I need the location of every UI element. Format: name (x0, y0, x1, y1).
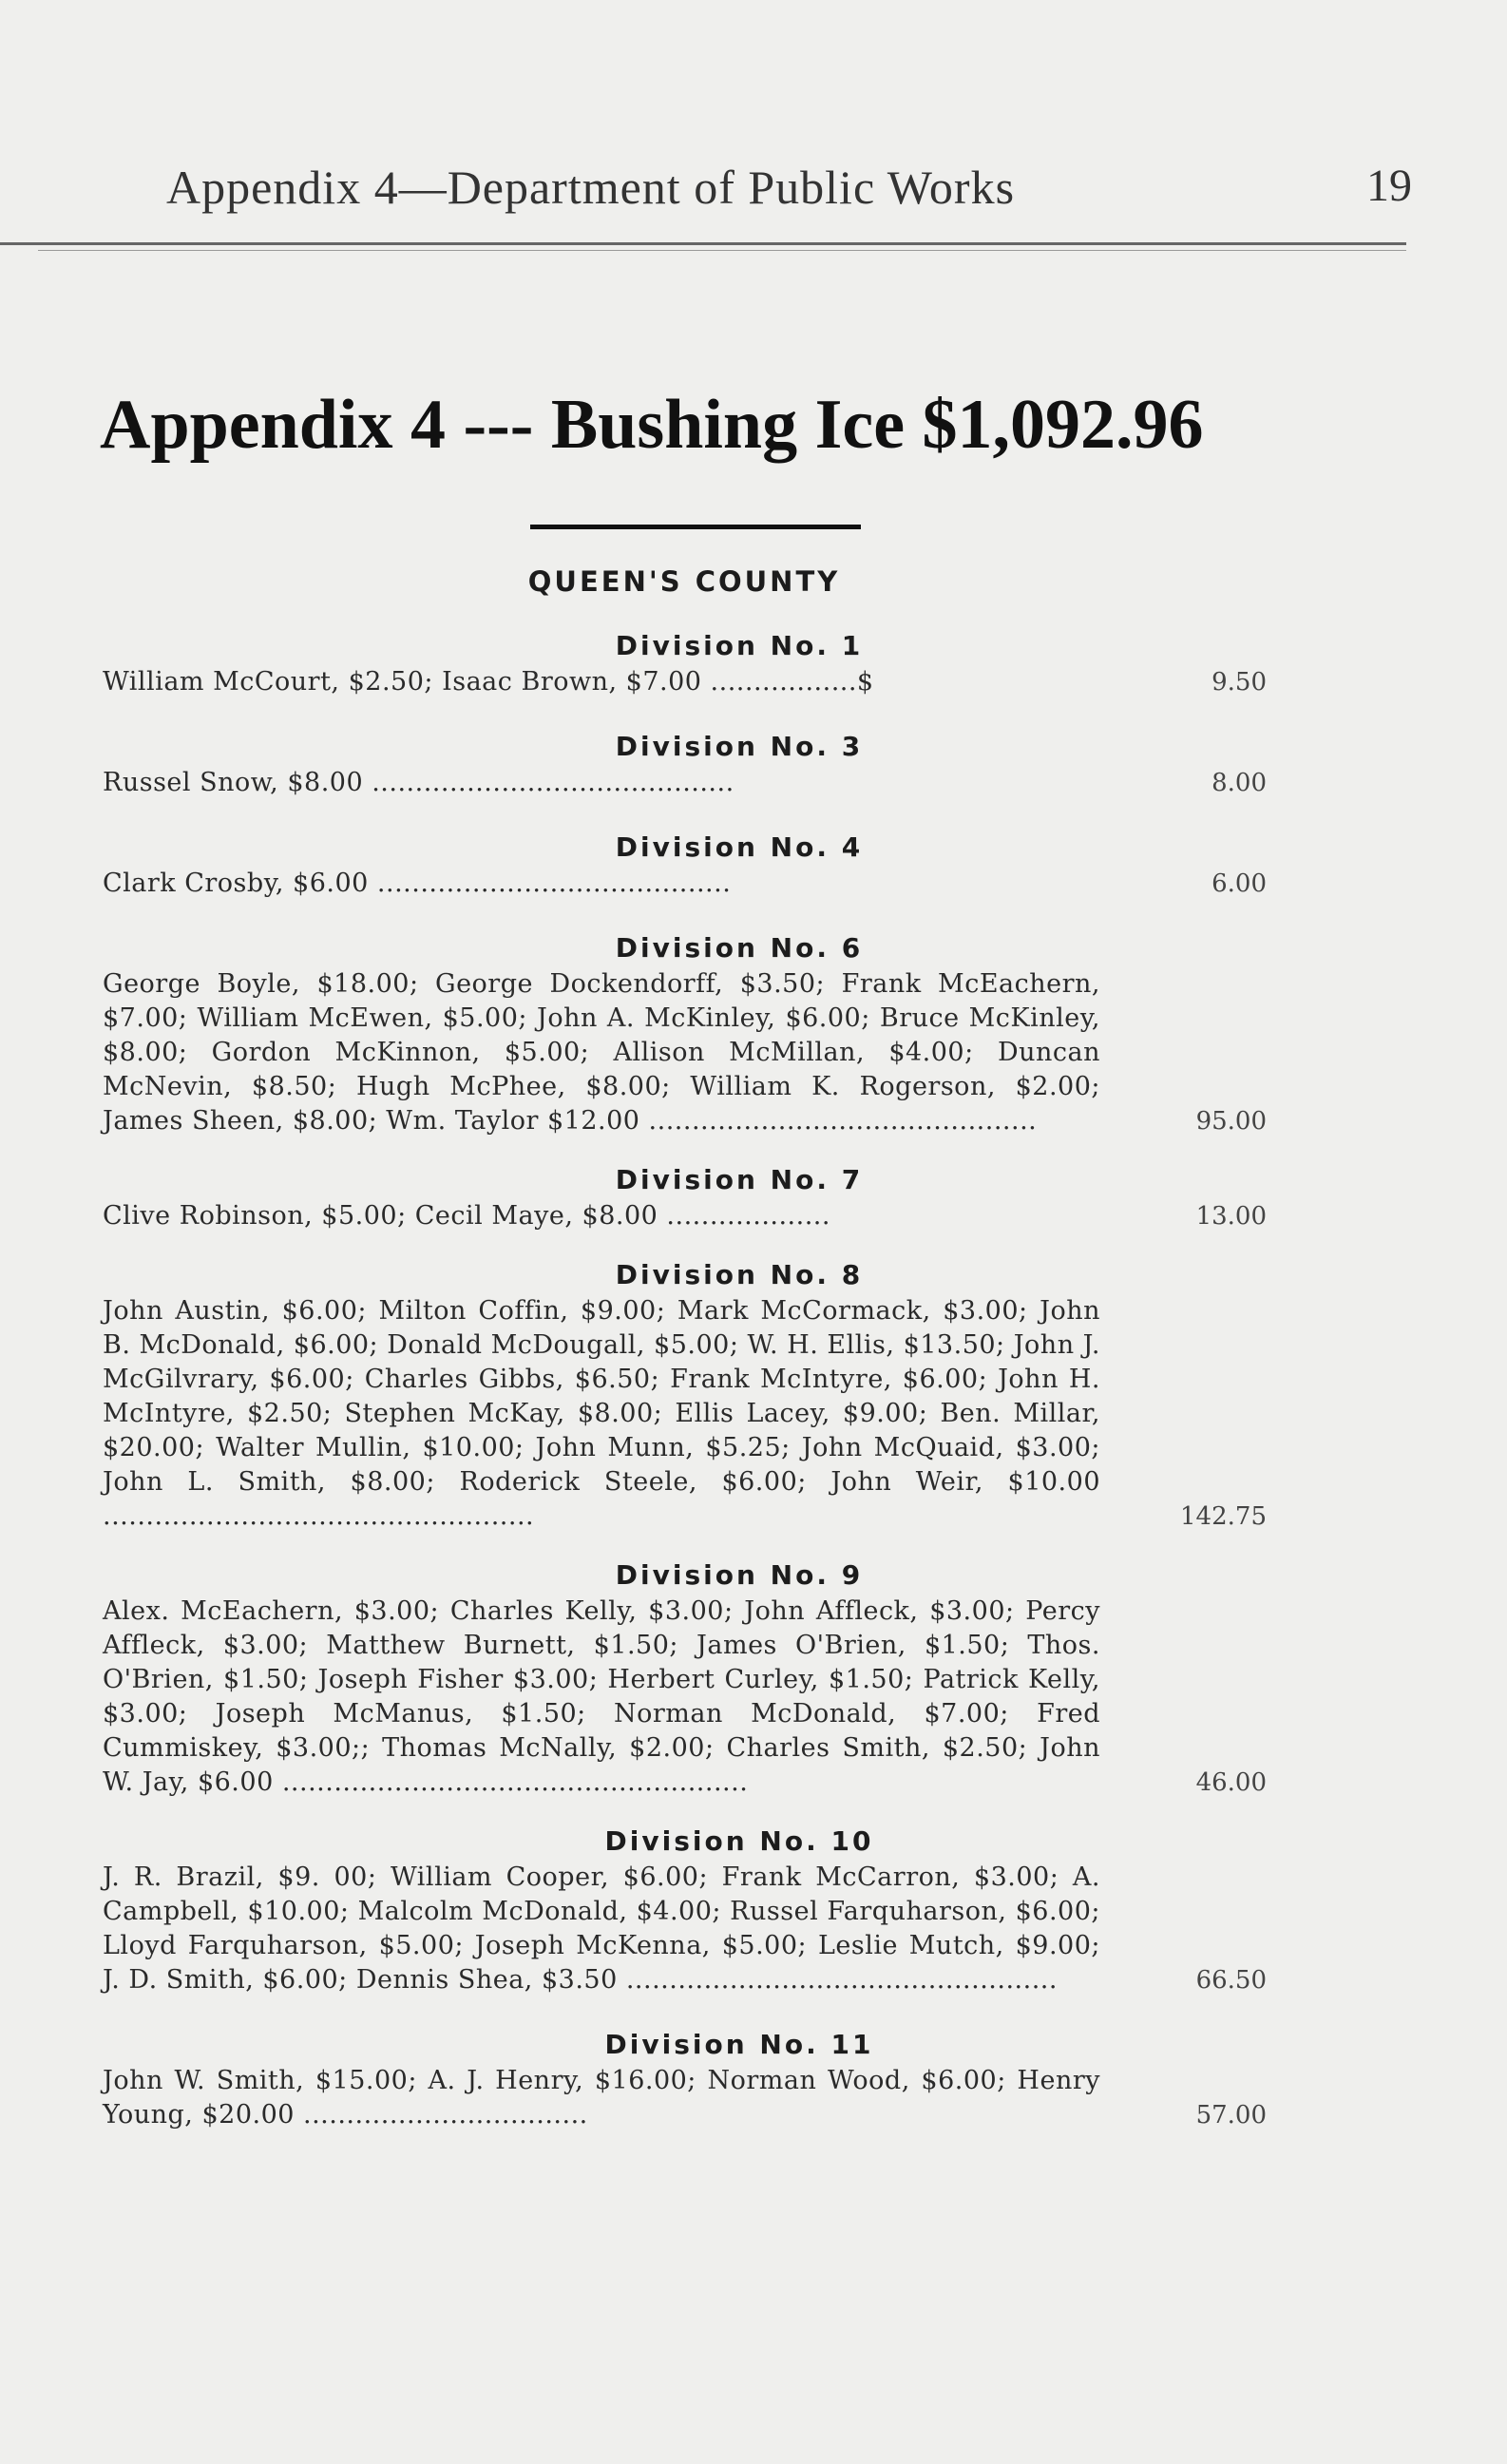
division-11 (103, 2026, 1267, 2132)
division-heading: Division No. 6 (615, 932, 864, 964)
division-payees: Russel Snow, $8.00 .......................................... (103, 768, 734, 797)
appendix-title: Appendix 4 --- Bushing Ice $1,092.96 (100, 386, 1204, 464)
division-entry (103, 665, 1267, 699)
division-amount: 46.00 (1195, 1768, 1267, 1797)
division-10 (103, 1823, 1267, 1997)
division-payees: Clark Crosby, $6.00 ......................................... (103, 869, 732, 898)
division-amount: 9.50 (1211, 668, 1267, 697)
division-amount: 66.50 (1195, 1966, 1267, 1995)
division-1 (103, 627, 1267, 699)
division-list (103, 627, 1267, 2132)
page-number: 19 (1366, 161, 1412, 211)
division-payees: Clive Robinson, $5.00; Cecil Maye, $8.00 ................... (103, 1201, 830, 1231)
division-entry (103, 2064, 1267, 2132)
division-heading: Division No. 8 (615, 1259, 864, 1290)
running-header: Appendix 4—Department of Public Works (166, 161, 1016, 214)
division-entry (103, 867, 1267, 901)
division-payees: John W. Smith, $15.00; A. J. Henry, $16.00; Norman Wood, $6.00; Henry Young, $20.00 ................................. (103, 2066, 1100, 2130)
division-amount: 142.75 (1180, 1502, 1267, 1531)
division-7 (103, 1161, 1267, 1233)
division-heading: Division No. 3 (615, 731, 864, 762)
header-rule-thin (38, 250, 1406, 251)
division-entry (103, 1595, 1267, 1800)
division-amount: 95.00 (1195, 1107, 1267, 1136)
division-entry (103, 766, 1267, 800)
division-heading: Division No. 11 (604, 2029, 874, 2060)
division-8 (103, 1256, 1267, 1534)
division-entry (103, 1199, 1267, 1233)
division-amount: 13.00 (1195, 1202, 1267, 1231)
division-entry (103, 967, 1267, 1138)
division-entry (103, 1294, 1267, 1534)
division-heading: Division No. 9 (615, 1559, 864, 1591)
division-amount: 6.00 (1211, 869, 1267, 898)
division-6 (103, 929, 1267, 1138)
division-4 (103, 829, 1267, 901)
division-heading: Division No. 10 (604, 1825, 874, 1857)
county-heading: QUEEN'S COUNTY (527, 565, 841, 598)
division-payees: William McCourt, $2.50; Isaac Brown, $7.00 .................$ (103, 667, 874, 697)
division-payees: J. R. Brazil, $9. 00; William Cooper, $6.00; Frank McCarron, $3.00; A. Campbell, $10.00; Malcolm McDonald, $4.00; Russel Farquharson, $6.00; Lloyd Farquharson, $5.00; Joseph McKenna, $5.00; Leslie Mutch, $9.00; J. D. Smith, $6.00; Dennis Shea, $3.50 .................................................. (103, 1862, 1100, 1995)
division-heading: Division No. 4 (615, 831, 864, 863)
division-9 (103, 1557, 1267, 1800)
division-payees: John Austin, $6.00; Milton Coffin, $9.00; Mark McCormack, $3.00; John B. McDonald, $6.00; Donald McDougall, $5.00; W. H. Ellis, $13.50; John J. McGilvrary, $6.00; Charles Gibbs, $6.50; Frank McIntyre, $6.00; John H. McIntyre, $2.50; Stephen McKay, $8.00; Ellis Lacey, $9.00; Ben. Millar, $20.00; Walter Mullin, $10.00; John Munn, $5.25; John McQuaid, $3.00; John L. Smith, $8.00; Roderick Steele, $6.00; John Weir, $10.00 .................................................. (103, 1296, 1100, 1531)
division-heading: Division No. 7 (615, 1164, 864, 1195)
division-3 (103, 728, 1267, 800)
division-amount: 8.00 (1211, 769, 1267, 797)
division-payees: Alex. McEachern, $3.00; Charles Kelly, $3.00; John Affleck, $3.00; Percy Affleck, $3.00; Matthew Burnett, $1.50; James O'Brien, $1.50; Thos. O'Brien, $1.50; Joseph Fisher $3.00; Herbert Curley, $1.50; Patrick Kelly, $3.00; Joseph McManus, $1.50; Norman McDonald, $7.00; Fred Cummiskey, $3.00;; Thomas McNally, $2.00; Charles Smith, $2.50; John W. Jay, $6.00 ...................................................... (103, 1596, 1100, 1797)
division-heading: Division No. 1 (615, 630, 864, 661)
header-rule (0, 242, 1406, 245)
division-payees: George Boyle, $18.00; George Dockendorff, $3.50; Frank McEachern, $7.00; William McEwen, $5.00; John A. McKinley, $6.00; Bruce McKinley, $8.00; Gordon McKinnon, $5.00; Allison McMillan, $4.00; Duncan McNevin, $8.50; Hugh McPhee, $8.00; William K. Rogerson, $2.00; James Sheen, $8.00; Wm. Taylor $12.00 ............................................. (103, 969, 1100, 1136)
division-entry (103, 1861, 1267, 1997)
title-underline (530, 525, 861, 529)
division-amount: 57.00 (1195, 2101, 1267, 2130)
